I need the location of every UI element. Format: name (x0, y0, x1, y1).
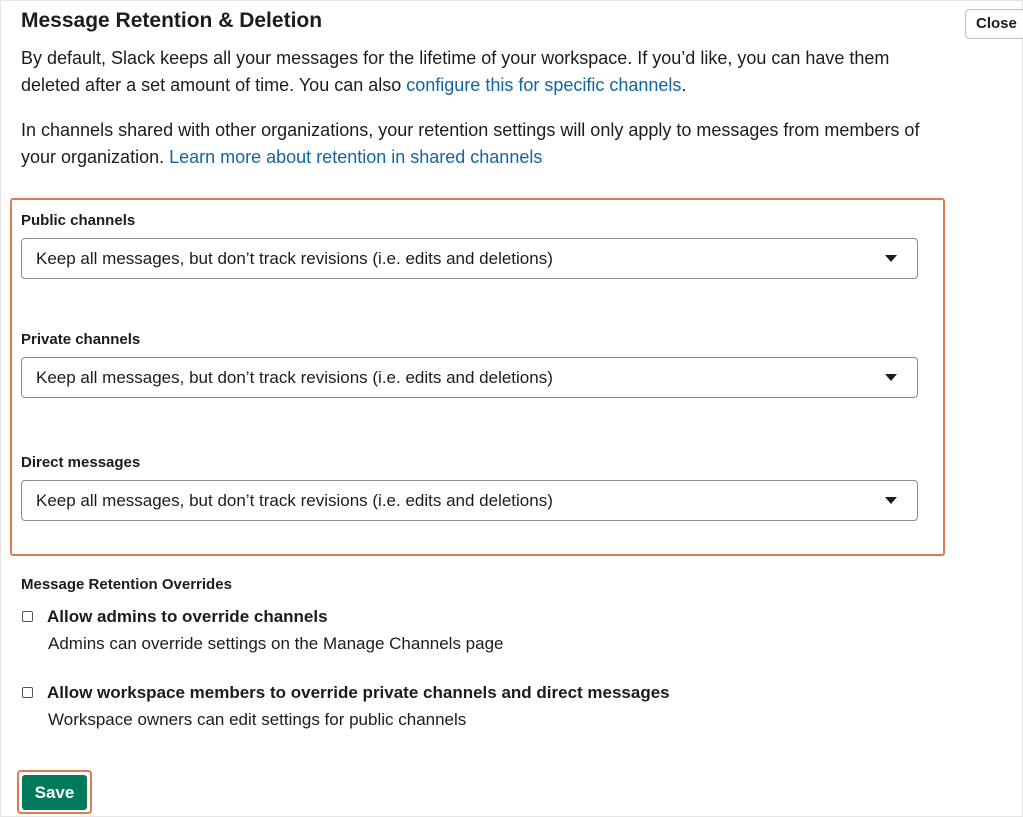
public-channels-label: Public channels (21, 212, 136, 229)
caret-down-icon (885, 497, 897, 504)
intro-end: . (681, 75, 687, 95)
direct-messages-select[interactable] (21, 480, 918, 521)
admin-override-label[interactable]: Allow admins to override channels (47, 607, 328, 626)
shared-paragraph (21, 117, 921, 171)
private-channels-label: Private channels (21, 331, 141, 348)
public-channels-select[interactable] (21, 238, 918, 279)
admin-override-description: Admins can override settings on the Manage Channels page (48, 634, 504, 653)
admin-override-checkbox[interactable] (22, 611, 33, 622)
member-override-checkbox[interactable] (22, 687, 33, 698)
overrides-section-label: Message Retention Overrides (21, 576, 232, 593)
direct-messages-label: Direct messages (21, 454, 141, 471)
direct-messages-value: Keep all messages, but don’t track revisions (i.e. edits and deletions) (36, 491, 553, 510)
dialog-title: Message Retention & Deletion (21, 9, 323, 32)
public-channels-value: Keep all messages, but don’t track revisions (i.e. edits and deletions) (36, 249, 553, 268)
configure-channels-link[interactable]: configure this for specific channels (406, 75, 682, 95)
member-override-description: Workspace owners can edit settings for public channels (48, 710, 467, 729)
private-channels-select[interactable] (21, 357, 918, 398)
caret-down-icon (885, 255, 897, 262)
save-button[interactable]: Save (22, 775, 87, 810)
shared-retention-link[interactable]: Learn more about retention in shared channels (169, 147, 543, 167)
member-override-label[interactable]: Allow workspace members to override private channels and direct messages (47, 683, 670, 702)
private-channels-value: Keep all messages, but don’t track revisions (i.e. edits and deletions) (36, 368, 553, 387)
close-button[interactable]: Close (965, 9, 1023, 39)
intro-paragraph (21, 45, 921, 99)
intro-text: By default, Slack keeps all your messages for the lifetime of your workspace. If you’d like, you can have them deleted after a set amount of time. You can also (21, 48, 890, 95)
shared-text: In channels shared with other organizations, your retention settings will only apply to messages from members of your organization. (21, 120, 920, 167)
caret-down-icon (885, 374, 897, 381)
